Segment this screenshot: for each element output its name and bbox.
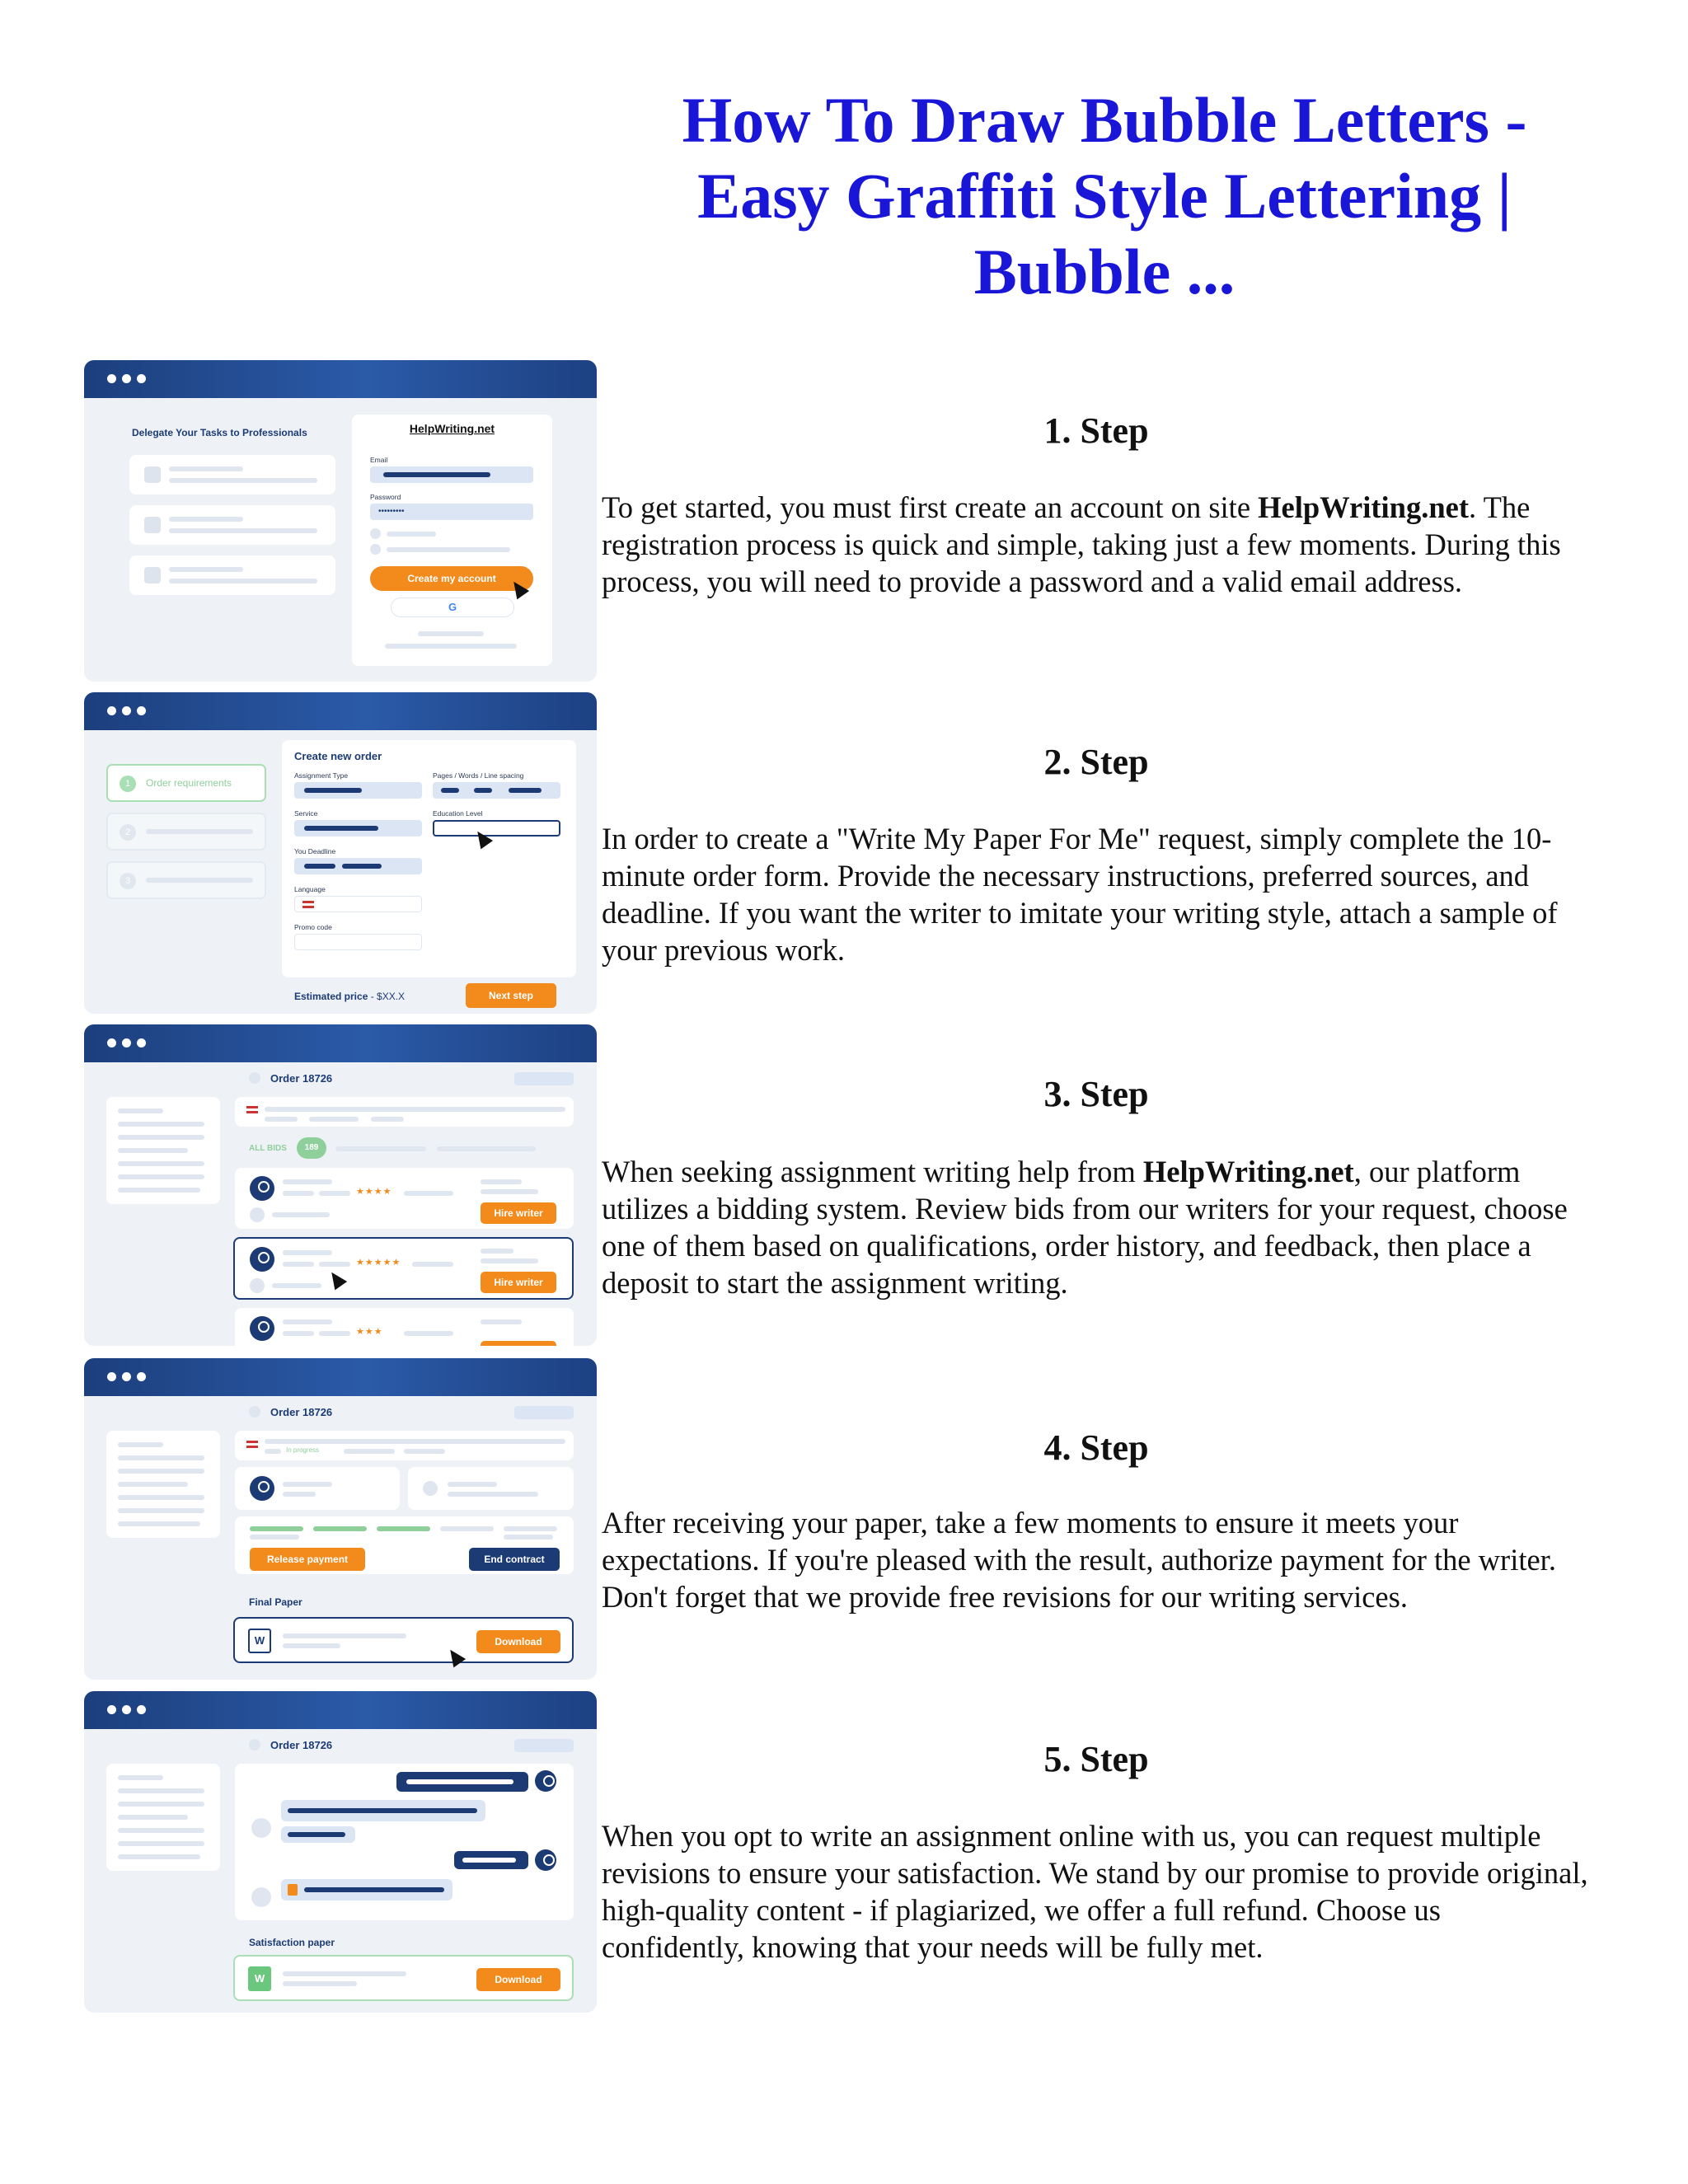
pages-select[interactable] <box>433 782 560 799</box>
create-order-heading: Create new order <box>294 750 382 762</box>
step1-heading: 1. Step <box>1043 410 1149 451</box>
browser-bar <box>84 1024 597 1062</box>
chat-message-sent <box>454 1851 528 1869</box>
sidebar-card <box>106 1764 220 1871</box>
chat-panel <box>235 1764 574 1920</box>
window-dot <box>122 374 131 383</box>
email-field[interactable] <box>370 466 533 483</box>
bids-count-badge: 189 <box>297 1137 326 1159</box>
step4-text: After receiving your paper, take a few moments to ensure it meets your expectations. If you're pleased with the result, authorize payment for the writer. Don't forget that we provide free revisions for our writing services. <box>602 1506 1556 1614</box>
end-contract-button[interactable]: End contract <box>469 1548 560 1571</box>
final-paper-label: Final Paper <box>249 1596 302 1608</box>
browser-bar <box>84 360 597 398</box>
password-label: Password <box>370 493 401 501</box>
step5-screenshot <box>84 1691 597 2013</box>
step2-heading: 2. Step <box>1043 742 1149 782</box>
browser-bar <box>84 692 597 730</box>
order-step-3[interactable]: 3 <box>106 861 266 899</box>
release-payment-button[interactable]: Release payment <box>250 1548 365 1571</box>
progress-card <box>235 1516 574 1574</box>
brand-name: HelpWriting.net <box>1258 490 1469 524</box>
feature-card <box>129 455 335 494</box>
browser-bar <box>84 1358 597 1396</box>
page-title: How To Draw Bubble Letters - Easy Graffiti Style Lettering | Bubble ... <box>682 84 1527 307</box>
satisfaction-paper-file[interactable] <box>233 1955 574 2001</box>
sidebar-card <box>106 1097 220 1204</box>
step4-heading: 4. Step <box>1043 1427 1149 1468</box>
email-label: Email <box>370 456 388 464</box>
step1-screenshot <box>84 360 597 682</box>
step3-heading: 3. Step <box>1043 1074 1149 1114</box>
window-dot <box>137 374 146 383</box>
deadline-field[interactable] <box>294 858 422 874</box>
google-signin-button[interactable]: G <box>391 598 514 617</box>
status-badge: In progress <box>286 1446 320 1454</box>
order-step-2[interactable]: 2 <box>106 813 266 851</box>
language-select[interactable] <box>294 896 422 912</box>
chat-message-received <box>281 1879 452 1900</box>
final-paper-file[interactable] <box>233 1617 574 1663</box>
step4-screenshot <box>84 1358 597 1680</box>
brand-logo: HelpWriting.net <box>409 422 495 435</box>
client-card <box>408 1467 574 1510</box>
step3-text: When seeking assignment writing help from HelpWriting.net, our platform utilizes a bidding system. Review bids from our writers for your request, choose one of them based on qualifications, order history, and feedback, then place a deposit to start the assignment writing. <box>602 1155 1568 1300</box>
password-field[interactable]: ••••••••• <box>370 504 533 520</box>
estimated-price: Estimated price - $XX.X <box>294 991 406 1002</box>
step3-screenshot <box>84 1024 597 1346</box>
sidebar-card <box>106 1431 220 1538</box>
order-number: Order 18726 <box>270 1739 333 1751</box>
bid-card[interactable]: ★★★★ Hire writer <box>235 1168 574 1229</box>
brand-name: HelpWriting.net <box>1142 1155 1354 1188</box>
bid-card[interactable]: ★★★ <box>235 1308 574 1346</box>
writer-card <box>235 1467 400 1510</box>
order-number: Order 18726 <box>270 1072 333 1085</box>
document-icon: W <box>248 1629 271 1653</box>
feature-card <box>129 555 335 595</box>
order-form: Create new order Assignment Type Pages / Words / Line spacing Service Education Level You Deadline Language Promo code <box>282 740 576 977</box>
signup-form <box>352 415 552 666</box>
create-account-button[interactable]: Create my account <box>370 566 533 591</box>
download-button[interactable]: Download <box>476 1630 560 1653</box>
delegate-title: Delegate Your Tasks to Professionals <box>132 427 307 438</box>
order-summary <box>235 1431 574 1460</box>
step1-text: To get started, you must first create an account on site HelpWriting.net. The registration process is quick and simple, taking just a few moments. During this process, you will need to provide a password and a valid email address. <box>602 490 1561 598</box>
feature-card <box>129 505 335 545</box>
order-summary <box>235 1097 574 1127</box>
education-select[interactable] <box>433 820 560 837</box>
step2-screenshot <box>84 692 597 1014</box>
order-number: Order 18726 <box>270 1406 333 1418</box>
chat-message-received <box>281 1800 485 1821</box>
assignment-type-select[interactable] <box>294 782 422 799</box>
step5-heading: 5. Step <box>1043 1739 1149 1779</box>
bid-card-selected[interactable]: ★★★★★ Hire writer <box>233 1237 574 1300</box>
document-icon: W <box>248 1966 271 1991</box>
window-dot <box>107 374 116 383</box>
hire-writer-button[interactable] <box>481 1341 556 1346</box>
promo-code-input[interactable] <box>294 934 422 950</box>
download-button[interactable]: Download <box>476 1968 560 1991</box>
satisfaction-paper-label: Satisfaction paper <box>249 1937 335 1948</box>
hire-writer-button[interactable]: Hire writer <box>481 1272 556 1293</box>
order-step-1[interactable]: 1 Order requirements <box>106 764 266 802</box>
browser-bar <box>84 1691 597 1729</box>
step5-text: When you opt to write an assignment online with us, you can request multiple revisions to ensure your satisfaction. We stand by our promise to provide original, high-quality content - if plagiarized, we offer a full refund. Choose us confidently, knowing that your needs will be fully met. <box>602 1819 1588 1964</box>
service-select[interactable] <box>294 820 422 837</box>
hire-writer-button[interactable]: Hire writer <box>481 1202 556 1224</box>
chat-message-sent <box>396 1772 528 1792</box>
step2-text: In order to create a "Write My Paper For Me" request, simply complete the 10-minute order form. Provide the necessary instructions, preferred sources, and deadline. If you want the writer to imitate your writing style, attach a sample of your previous work. <box>602 822 1558 967</box>
next-step-button[interactable]: Next step <box>466 983 556 1008</box>
all-bids-label: ALL BIDS <box>249 1144 287 1153</box>
